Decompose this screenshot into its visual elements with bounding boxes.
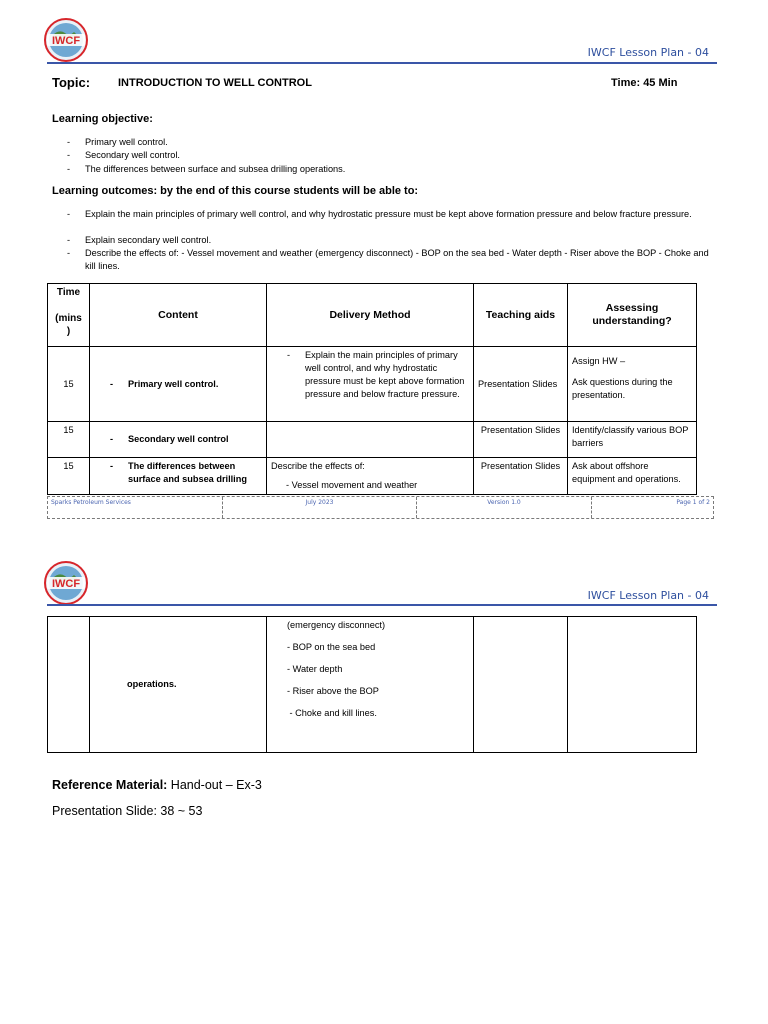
row-delivery: Describe the effects of: - Vessel movement and weather: [267, 458, 474, 495]
outcome-item: Describe the effects of: - Vessel movement and weather (emergency disconnect) - BOP on the sea bed - Water depth - Riser above the BOP - Choke and kill lines.: [85, 248, 709, 271]
table-row: [48, 617, 697, 753]
iwcf-logo: [43, 17, 89, 63]
outcome-item: Explain the main principles of primary well control, and why hydrostatic pressure must be kept above formation pressure and below fracture pressure.: [85, 209, 692, 219]
header-title: IWCF Lesson Plan - 04: [587, 589, 709, 602]
lesson-table: [47, 283, 697, 495]
row-delivery: [267, 422, 474, 458]
row-aids: Presentation Slides: [474, 458, 568, 495]
row-time: 15: [48, 458, 90, 495]
topic-value: INTRODUCTION TO WELL CONTROL: [118, 77, 312, 89]
header-content: Content: [90, 284, 267, 347]
header-assess: Assessing understanding?: [568, 284, 697, 347]
header-title: IWCF Lesson Plan - 04: [587, 46, 709, 59]
table-row: [48, 458, 697, 495]
svg-text:IWCF: IWCF: [51, 578, 81, 590]
lesson-table-continued: [47, 616, 697, 753]
svg-text:IWCF: IWCF: [51, 35, 81, 47]
row-time: 15: [48, 422, 90, 458]
table-header-row: [48, 284, 697, 347]
reference-material: Reference Material: Hand-out – Ex-3: [52, 778, 262, 792]
header-rule: [47, 62, 717, 64]
objective-item: Secondary well control.: [85, 150, 180, 160]
objective-item: Primary well control.: [85, 137, 168, 147]
header-aids: Teaching aids: [474, 284, 568, 347]
header-delivery: Delivery Method: [267, 284, 474, 347]
topic-label: Topic:: [52, 75, 91, 90]
footer-page: Page 1 of 2: [676, 499, 710, 506]
learning-objective-heading: Learning objective:: [52, 113, 153, 125]
presentation-slides: Presentation Slide: 38 ~ 53: [52, 804, 203, 818]
time-value: Time: 45 Min: [611, 77, 678, 89]
page-footer: [47, 496, 714, 519]
row-content: operations.: [90, 617, 267, 753]
iwcf-logo: [43, 560, 89, 606]
footer-company: Sparks Petroleum Services: [48, 497, 223, 518]
table-row: [48, 347, 697, 422]
row-content: - Secondary well control: [90, 422, 267, 458]
row-content: - The differences between surface and subsea drilling: [90, 458, 267, 495]
table-row: [48, 422, 697, 458]
row-delivery: (emergency disconnect) - BOP on the sea bed - Water depth - Riser above the BOP - Choke and kill lines.: [267, 617, 474, 753]
row-content: - Primary well control.: [90, 347, 267, 422]
objective-item: The differences between surface and subsea drilling operations.: [85, 164, 346, 174]
header-time: Time (mins ): [48, 284, 90, 347]
outcome-item: Explain secondary well control.: [85, 235, 212, 245]
footer-version: Version 1.0: [417, 497, 592, 518]
header-rule: [47, 604, 717, 606]
row-assess: Assign HW – Ask questions during the presentation.: [568, 347, 697, 422]
row-assess: Ask about offshore equipment and operations.: [568, 458, 697, 495]
learning-outcomes-heading: Learning outcomes: by the end of this course students will be able to:: [52, 185, 419, 197]
row-aids: Presentation Slides: [474, 422, 568, 458]
footer-date: July 2023: [223, 497, 417, 518]
row-assess: Identify/classify various BOP barriers: [568, 422, 697, 458]
row-time: 15: [48, 347, 90, 422]
row-aids: Presentation Slides: [474, 347, 568, 422]
row-delivery: - Explain the main principles of primary well control, and why hydrostatic pressure must be kept above formation pressure and below fracture pressure.: [267, 347, 474, 422]
